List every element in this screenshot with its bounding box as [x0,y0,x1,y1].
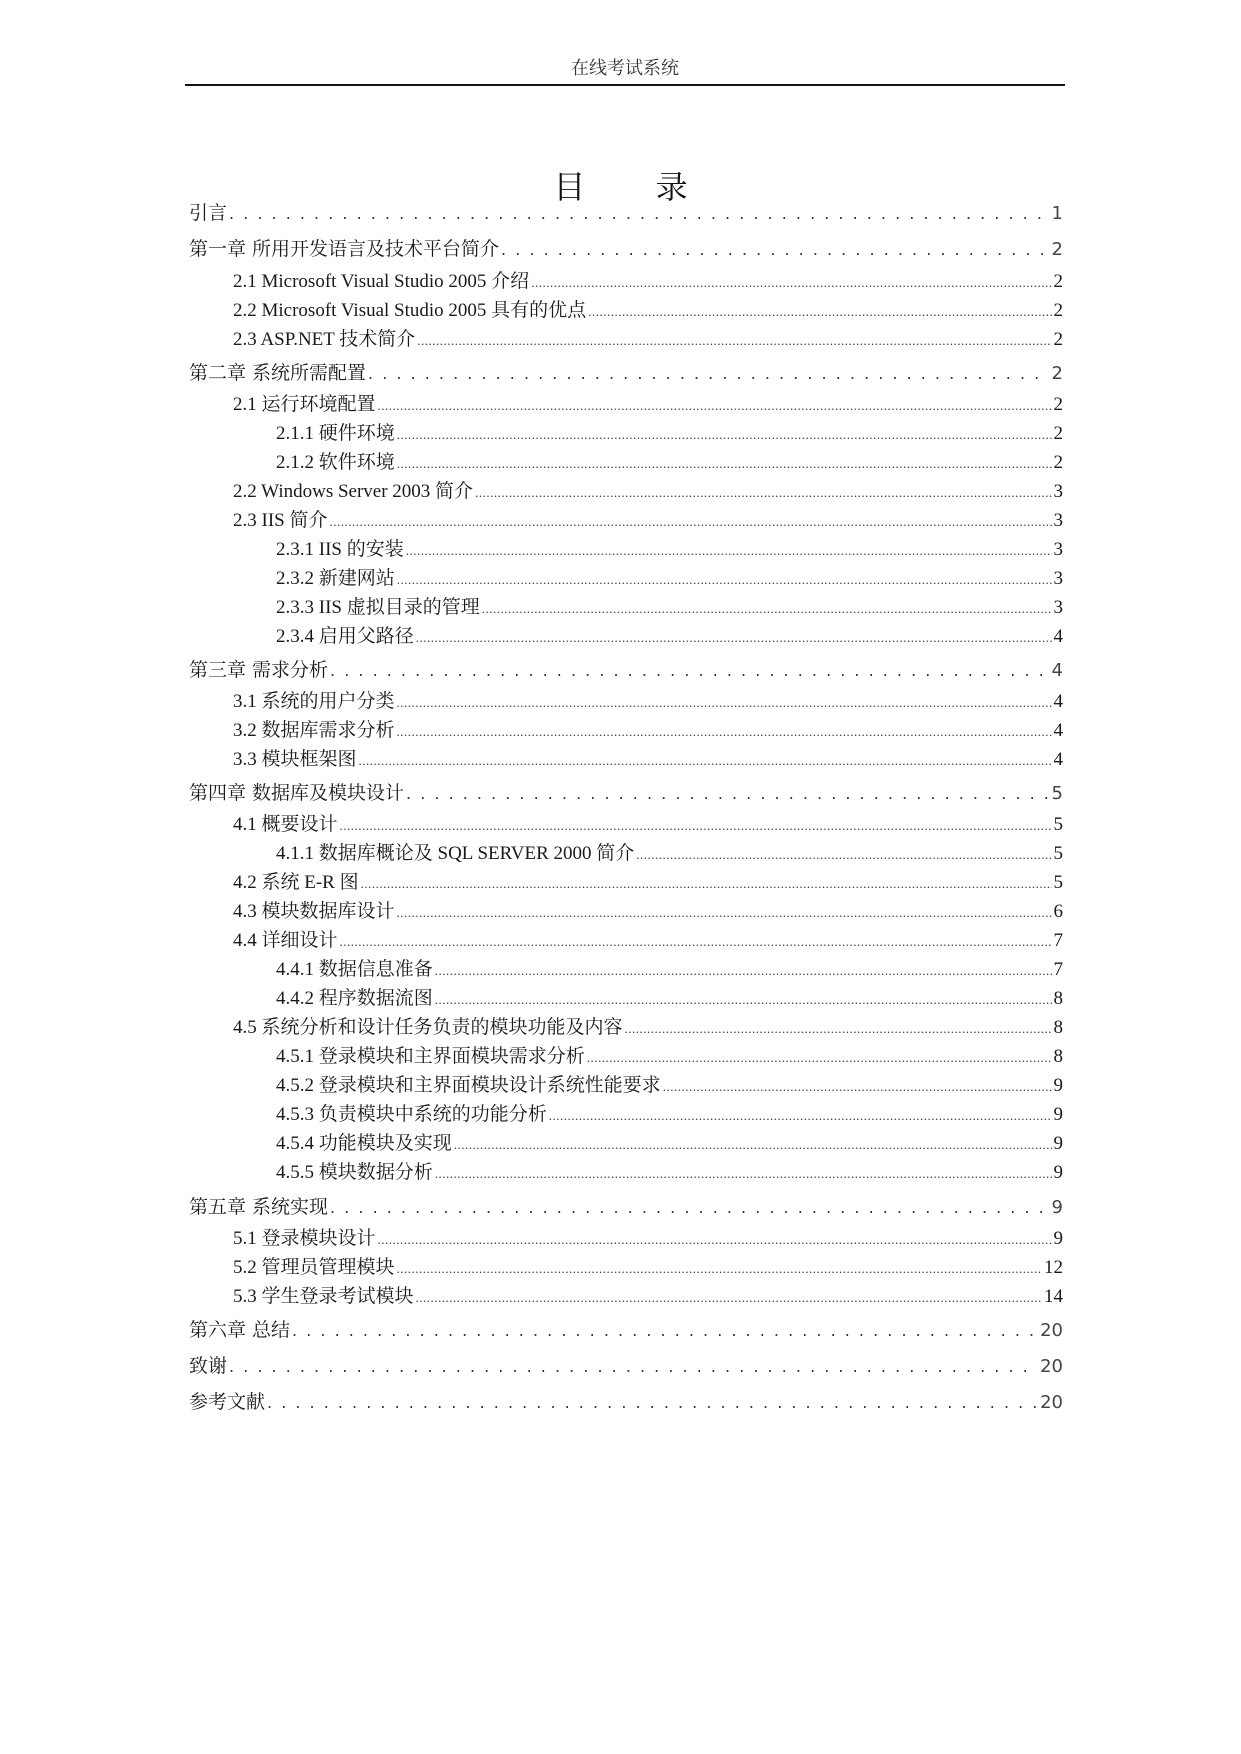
toc-entry[interactable] [276,564,1063,594]
toc-entry-label: 4.5.5 模块数据分析 [276,1162,433,1183]
toc-entry-label: 2.1.2 软件环境 [276,452,395,473]
toc-entry-page-number: 9 [1053,1104,1063,1125]
toc-entry-label: 2.3.4 启用父路径 [276,626,414,647]
toc-entry-label: 5.1 登录模块设计 [233,1228,376,1249]
toc-dot-leader [229,197,1050,229]
toc-entry-label: 2.1 Microsoft Visual Studio 2005 介绍 [233,271,530,292]
toc-dot-leader [378,1224,1052,1254]
toc-entry[interactable] [276,1129,1063,1159]
toc-dot-leader [417,325,1051,355]
toc-dot-leader [435,1158,1052,1188]
toc-entry-page-number: 9 [1053,1133,1063,1154]
toc-entry-label: 4.5.3 负责模块中系统的功能分析 [276,1104,547,1125]
toc-entry[interactable] [233,390,1063,420]
toc-entry[interactable] [189,1386,1063,1418]
toc-entry-label: 2.3.3 IIS 虚拟目录的管理 [276,597,480,618]
toc-entry-page-number: 2 [1053,452,1063,473]
toc-dot-leader [475,477,1051,507]
toc-entry-label: 2.3 IIS 简介 [233,510,328,531]
toc-entry-label: 4.1 概要设计 [233,814,338,835]
toc-entry[interactable] [233,897,1063,927]
toc-entry-page-number: 5 [1051,783,1063,804]
toc-dot-leader [329,506,1051,536]
toc-entry[interactable] [233,716,1063,746]
toc-entry-page-number: 20 [1040,1392,1063,1413]
toc-dot-leader [359,745,1052,775]
toc-entry[interactable] [189,1350,1063,1382]
toc-entry[interactable] [189,654,1063,686]
toc-entry-page-number: 4 [1053,626,1063,647]
toc-dot-leader [636,839,1051,869]
toc-entry-label: 5.3 学生登录考试模块 [233,1286,414,1307]
toc-entry[interactable] [233,810,1063,840]
toc-entry-label: 2.2 Microsoft Visual Studio 2005 具有的优点 [233,300,587,321]
toc-entry-page-number: 3 [1053,510,1063,531]
toc-entry[interactable] [233,506,1063,536]
toc-entry[interactable] [233,745,1063,775]
toc-entry[interactable] [233,477,1063,507]
toc-entry-page-number: 5 [1053,843,1063,864]
toc-entry[interactable] [276,839,1063,869]
toc-dot-leader [397,419,1052,449]
toc-entry-label: 2.3.1 IIS 的安装 [276,539,404,560]
toc-entry[interactable] [276,593,1063,623]
toc-entry-page-number: 2 [1051,363,1063,384]
toc-dot-leader [531,267,1051,297]
toc-dot-leader [397,716,1052,746]
toc-dot-leader [397,1253,1042,1283]
toc-entry[interactable] [233,868,1063,898]
toc-entry[interactable] [189,1314,1063,1346]
toc-entry-label: 4.4 详细设计 [233,930,338,951]
toc-entry-page-number: 9 [1053,1075,1063,1096]
toc-entry[interactable] [189,233,1063,265]
toc-dot-leader [340,926,1052,956]
toc-dot-leader [454,1129,1052,1159]
toc-entry-page-number: 6 [1053,901,1063,922]
toc-entry[interactable] [233,1282,1063,1312]
toc-entry-label: 4.4.1 数据信息准备 [276,959,433,980]
toc-dot-leader [625,1013,1052,1043]
toc-dot-leader [406,777,1050,809]
toc-entry-label: 2.1 运行环境配置 [233,394,376,415]
toc-entry-page-number: 5 [1053,814,1063,835]
toc-dot-leader [482,593,1052,623]
toc-entry[interactable] [276,1042,1063,1072]
toc-entry-page-number: 3 [1053,568,1063,589]
toc-entry-page-number: 12 [1044,1257,1063,1278]
toc-dot-leader [292,1314,1038,1346]
toc-dot-leader [378,390,1052,420]
toc-dot-leader [663,1071,1052,1101]
toc-entry[interactable] [189,1191,1063,1223]
toc-entry-page-number: 9 [1053,1228,1063,1249]
toc-entry-label: 引言 [189,202,228,224]
toc-entry-label: 3.3 模块框架图 [233,749,357,770]
toc-entry[interactable] [233,296,1063,326]
toc-dot-leader [549,1100,1052,1130]
toc-entry[interactable] [276,955,1063,985]
toc-dot-leader [587,1042,1052,1072]
toc-entry-label: 第四章 数据库及模块设计 [189,782,405,804]
toc-entry-label: 第三章 需求分析 [189,659,329,681]
toc-entry[interactable] [276,448,1063,478]
toc-entry[interactable] [276,622,1063,652]
toc-dot-leader [588,296,1051,326]
toc-entry[interactable] [233,926,1063,956]
toc-entry-label: 第六章 总结 [189,1319,291,1341]
toc-entry-page-number: 2 [1053,423,1063,444]
toc-dot-leader [416,622,1052,652]
toc-entry-label: 第二章 系统所需配置 [189,362,367,384]
toc-entry-page-number: 2 [1051,239,1063,260]
toc-dot-leader [397,564,1052,594]
toc-entry-page-number: 4 [1053,749,1063,770]
toc-entry-page-number: 4 [1051,660,1063,681]
toc-dot-leader [368,357,1050,389]
toc-entry-page-number: 7 [1053,930,1063,951]
toc-entry-page-number: 3 [1053,539,1063,560]
toc-entry-label: 2.2 Windows Server 2003 简介 [233,481,474,502]
toc-entry[interactable] [233,325,1063,355]
toc-entry[interactable] [233,1253,1063,1283]
toc-entry[interactable] [189,197,1063,229]
toc-entry-page-number: 3 [1053,481,1063,502]
toc-entry-label: 4.4.2 程序数据流图 [276,988,433,1009]
toc-entry-label: 参考文献 [189,1391,266,1413]
toc-entry-page-number: 2 [1053,271,1063,292]
toc-entry-page-number: 4 [1053,691,1063,712]
toc-entry[interactable] [233,267,1063,297]
toc-entry[interactable] [233,1224,1063,1254]
toc-entry-label: 4.5.1 登录模块和主界面模块需求分析 [276,1046,585,1067]
toc-entry-page-number: 20 [1040,1320,1063,1341]
toc-entry[interactable] [233,687,1063,717]
toc-entry-page-number: 2 [1053,300,1063,321]
toc-dot-leader [416,1282,1042,1312]
toc-entry-label: 4.5.4 功能模块及实现 [276,1133,452,1154]
toc-dot-leader [340,810,1052,840]
toc-entry-label: 3.2 数据库需求分析 [233,720,395,741]
toc-dot-leader [361,868,1052,898]
toc-entry-label: 4.5 系统分析和设计任务负责的模块功能及内容 [233,1017,623,1038]
toc-dot-leader [397,687,1052,717]
toc-dot-leader [435,955,1052,985]
toc-entry-page-number: 7 [1053,959,1063,980]
toc-entry-label: 4.1.1 数据库概论及 SQL SERVER 2000 简介 [276,843,635,864]
toc-entry-page-number: 9 [1053,1162,1063,1183]
toc-entry[interactable] [189,777,1063,809]
toc-dot-leader [229,1350,1038,1382]
toc-dot-leader [330,654,1050,686]
toc-entry-page-number: 2 [1053,329,1063,350]
toc-entry-label: 第五章 系统实现 [189,1196,329,1218]
toc-entry-label: 5.2 管理员管理模块 [233,1257,395,1278]
toc-entry[interactable] [233,1013,1063,1043]
toc-entry-label: 2.3 ASP.NET 技术简介 [233,329,416,350]
toc-entry-page-number: 9 [1051,1197,1063,1218]
toc-entry[interactable] [276,1071,1063,1101]
toc-entry-page-number: 14 [1044,1286,1063,1307]
toc-entry-page-number: 1 [1051,203,1063,224]
toc-entry[interactable] [276,419,1063,449]
toc-entry-page-number: 2 [1053,394,1063,415]
toc-dot-leader [267,1386,1038,1418]
toc-entry-label: 2.1.1 硬件环境 [276,423,395,444]
toc-entry-label: 3.1 系统的用户分类 [233,691,395,712]
toc-dot-leader [330,1191,1050,1223]
toc-entry-page-number: 5 [1053,872,1063,893]
toc-entry-page-number: 3 [1053,597,1063,618]
toc-dot-leader [435,984,1052,1014]
toc-entry[interactable] [276,1158,1063,1188]
toc-entry-label: 4.3 模块数据库设计 [233,901,395,922]
toc-dot-leader [397,448,1052,478]
page-header: 在线考试系统 [185,54,1065,86]
toc-dot-leader [406,535,1052,565]
toc-entry-label: 2.3.2 新建网站 [276,568,395,589]
toc-entry-label: 4.5.2 登录模块和主界面模块设计系统性能要求 [276,1075,661,1096]
toc-entry-page-number: 8 [1053,1017,1063,1038]
toc-entry[interactable] [276,984,1063,1014]
toc-entry-label: 第一章 所用开发语言及技术平台简介 [189,238,500,260]
toc-entry[interactable] [189,357,1063,389]
toc-dot-leader [501,233,1050,265]
toc-entry[interactable] [276,1100,1063,1130]
toc-entry-page-number: 8 [1053,1046,1063,1067]
toc-dot-leader [397,897,1052,927]
toc-entry-page-number: 4 [1053,720,1063,741]
toc-entry-page-number: 8 [1053,988,1063,1009]
toc-entry-label: 4.2 系统 E-R 图 [233,872,359,893]
toc-entry-page-number: 20 [1040,1356,1063,1377]
toc-entry[interactable] [276,535,1063,565]
toc-title: 目 录 [553,168,718,206]
toc-entry-label: 致谢 [189,1355,228,1377]
